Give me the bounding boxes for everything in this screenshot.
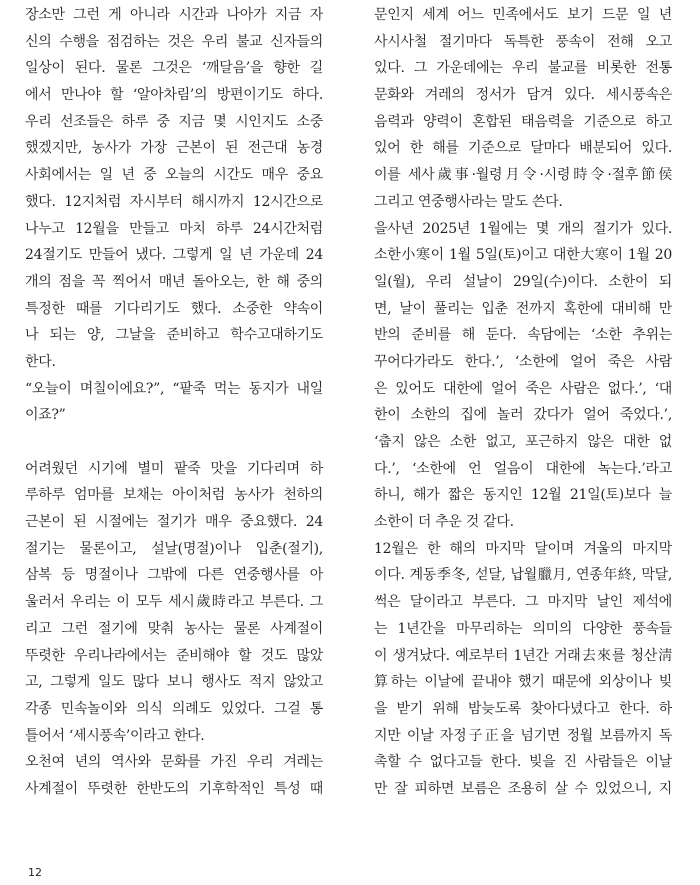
- text-line: 틀어서 ‘세시풍속’이라고 한다.: [25, 727, 205, 744]
- text-line: 있어 한 해를 기준으로 달마다 배분되어 있다.: [374, 140, 672, 157]
- text-line: 오천여 년의 역사와 문화를 가진 우리 겨레는: [25, 754, 323, 771]
- text-line: 신의 수행을 점검하는 것은 우리 불교 신자들의: [25, 33, 323, 50]
- text-line: 일상이 된다. 물론 그것은 ‘깨달음’을 향한 길: [25, 60, 323, 77]
- text-line: 한다.: [25, 353, 56, 370]
- text-line: 算하는 이날에 끝내야 했기 때문에 외상이나 빚: [374, 674, 672, 691]
- text-line: 음력과 양력이 혼합된 태음력을 기준으로 하고: [374, 113, 672, 130]
- text-line: 나 되는 양, 그날을 준비하고 학수고대하기도: [25, 327, 323, 344]
- text-line: 있다. 그 가운데에는 우리 불교를 비롯한 전통: [374, 60, 672, 77]
- text-line: ‘춥지 않은 소한 없고, 포근하지 않은 대한 없: [374, 434, 672, 450]
- text-line: 한이 소한의 집에 놀러 갔다가 얼어 죽었다.’,: [374, 407, 672, 424]
- left-text-column: [25, 2, 323, 803]
- text-line: 리고 그런 절기에 맞춰 농사는 물론 사계절이: [25, 620, 323, 637]
- text-line: 고, 그렇게 일도 많다 보니 행사도 적지 않았고: [25, 674, 323, 691]
- text-line: 나누고 12월을 만들고 마치 하루 24시간처럼: [25, 220, 323, 237]
- text-line: 일(월), 우리 설날이 29일(수)이다. 소한이 되: [374, 273, 672, 290]
- text-line: 했겠지만, 농사가 가장 근본이 된 전근대 농경: [25, 140, 323, 157]
- text-line: 하니, 해가 짧은 동지인 12월 21일(토)보다 늘: [374, 487, 672, 504]
- right-text-column: [374, 2, 672, 803]
- text-line: 에서 만나야 할 ‘알아차림’의 방편이기도 하다.: [25, 87, 323, 104]
- text-line: 루하루 엄마를 보채는 아이처럼 농사가 천하의: [25, 487, 323, 504]
- text-line: 장소만 그런 게 아니라 시간과 나아가 지금 자: [25, 7, 323, 23]
- page-number: 12: [28, 866, 42, 879]
- text-line: 그리고 연중행사라는 말도 쓴다.: [374, 193, 563, 210]
- text-line: 이를 세사歲事·월령月令·시령時令·절후節侯: [374, 167, 672, 184]
- text-line: 썩은 달이라고 부른다. 그 마지막 날인 제석에: [374, 594, 672, 611]
- text-line: 사계절이 뚜렷한 한반도의 기후학적인 특성 때: [25, 780, 323, 797]
- text-line: [25, 429, 323, 456]
- text-line: 은 있어도 대한에 얼어 죽은 사람은 없다.’, ‘대: [374, 380, 672, 397]
- text-line: 문인지 세계 어느 민족에서도 보기 드문 일 년: [374, 7, 672, 23]
- text-line: 소한小寒이 1월 5일(토)이고 대한大寒이 1월 20: [374, 247, 672, 264]
- text-line: 특정한 때를 기다리기도 했다. 소중한 약속이: [25, 300, 323, 317]
- text-line: 꾸어다가라도 한다.’, ‘소한에 얼어 죽은 사람: [374, 353, 672, 370]
- text-line: 근본이 된 시절에는 절기가 매우 중요했다. 24: [25, 514, 323, 531]
- text-line: 절기는 물론이고, 설날(명절)이나 입춘(절기),: [25, 540, 323, 557]
- text-line: 우리 선조들은 하루 중 지금 몇 시인지도 소중: [25, 113, 323, 130]
- text-line: 이죠?”: [25, 407, 66, 424]
- text-line: “오늘이 며칠이에요?”, “팥죽 먹는 동지가 내일: [25, 380, 323, 397]
- text-line: 사회에서는 일 년 중 오늘의 시간도 매우 중요: [25, 167, 323, 184]
- text-line: 이 생겨났다. 예로부터 1년간 거래去來를 청산淸: [374, 647, 672, 664]
- text-line: 을사년 2025년 1월에는 몇 개의 절기가 있다.: [374, 220, 672, 237]
- text-line: 면, 날이 풀리는 입춘 전까지 혹한에 대비해 만: [374, 300, 672, 317]
- text-line: 12월은 한 해의 마지막 달이며 겨울의 마지막: [374, 540, 672, 557]
- text-line: 어려웠던 시기에 별미 팥죽 맛을 기다리며 하: [25, 460, 323, 477]
- text-line: 촉할 수 없다고들 한다. 빚을 진 사람들은 이날: [374, 754, 672, 771]
- text-line: 지만 이날 자정子正을 넘기면 정월 보름까지 독: [374, 727, 672, 744]
- text-line: 울러서 우리는 이 모두 세시歲時라고 부른다. 그: [25, 594, 323, 611]
- text-line: 반의 준비를 해 둔다. 속담에는 ‘소한 추위는: [374, 327, 672, 344]
- text-line: 했다. 12지처럼 자시부터 해시까지 12시간으로: [25, 193, 323, 210]
- text-line: 문화와 겨레의 정서가 담겨 있다. 세시풍속은: [374, 87, 672, 104]
- text-line: 는 1년간을 마무리하는 의미의 다양한 풍속들: [374, 620, 672, 637]
- text-line: 소한이 더 추운 것 같다.: [374, 514, 514, 531]
- text-line: 뚜렷한 우리나라에서는 준비해야 할 것도 많았: [25, 647, 323, 664]
- text-line: 각종 민속놀이와 의식 의례도 있었다. 그걸 통: [25, 700, 323, 717]
- text-line: 다.’, ‘소한에 언 얼음이 대한에 녹는다.’라고: [374, 460, 672, 477]
- text-line: 사시사철 절기마다 독특한 풍속이 전해 오고: [374, 33, 672, 50]
- text-line: 개의 점을 꼭 찍어서 매년 돌아오는, 한 해 중의: [25, 273, 323, 290]
- text-line: 만 잘 피하면 보름은 조용히 살 수 있었으니, 지: [374, 780, 672, 797]
- text-line: 24절기도 만들어 냈다. 그렇게 일 년 가운데 24: [25, 247, 323, 264]
- text-line: 삼복 등 명절이나 그밖에 다른 연중행사를 아: [25, 567, 323, 584]
- text-line: 을 받기 위해 밤늦도록 찾아다녔다고 한다. 하: [374, 700, 672, 717]
- text-line: 이다. 계동季冬, 섣달, 납월臘月, 연종年終, 막달,: [374, 567, 672, 584]
